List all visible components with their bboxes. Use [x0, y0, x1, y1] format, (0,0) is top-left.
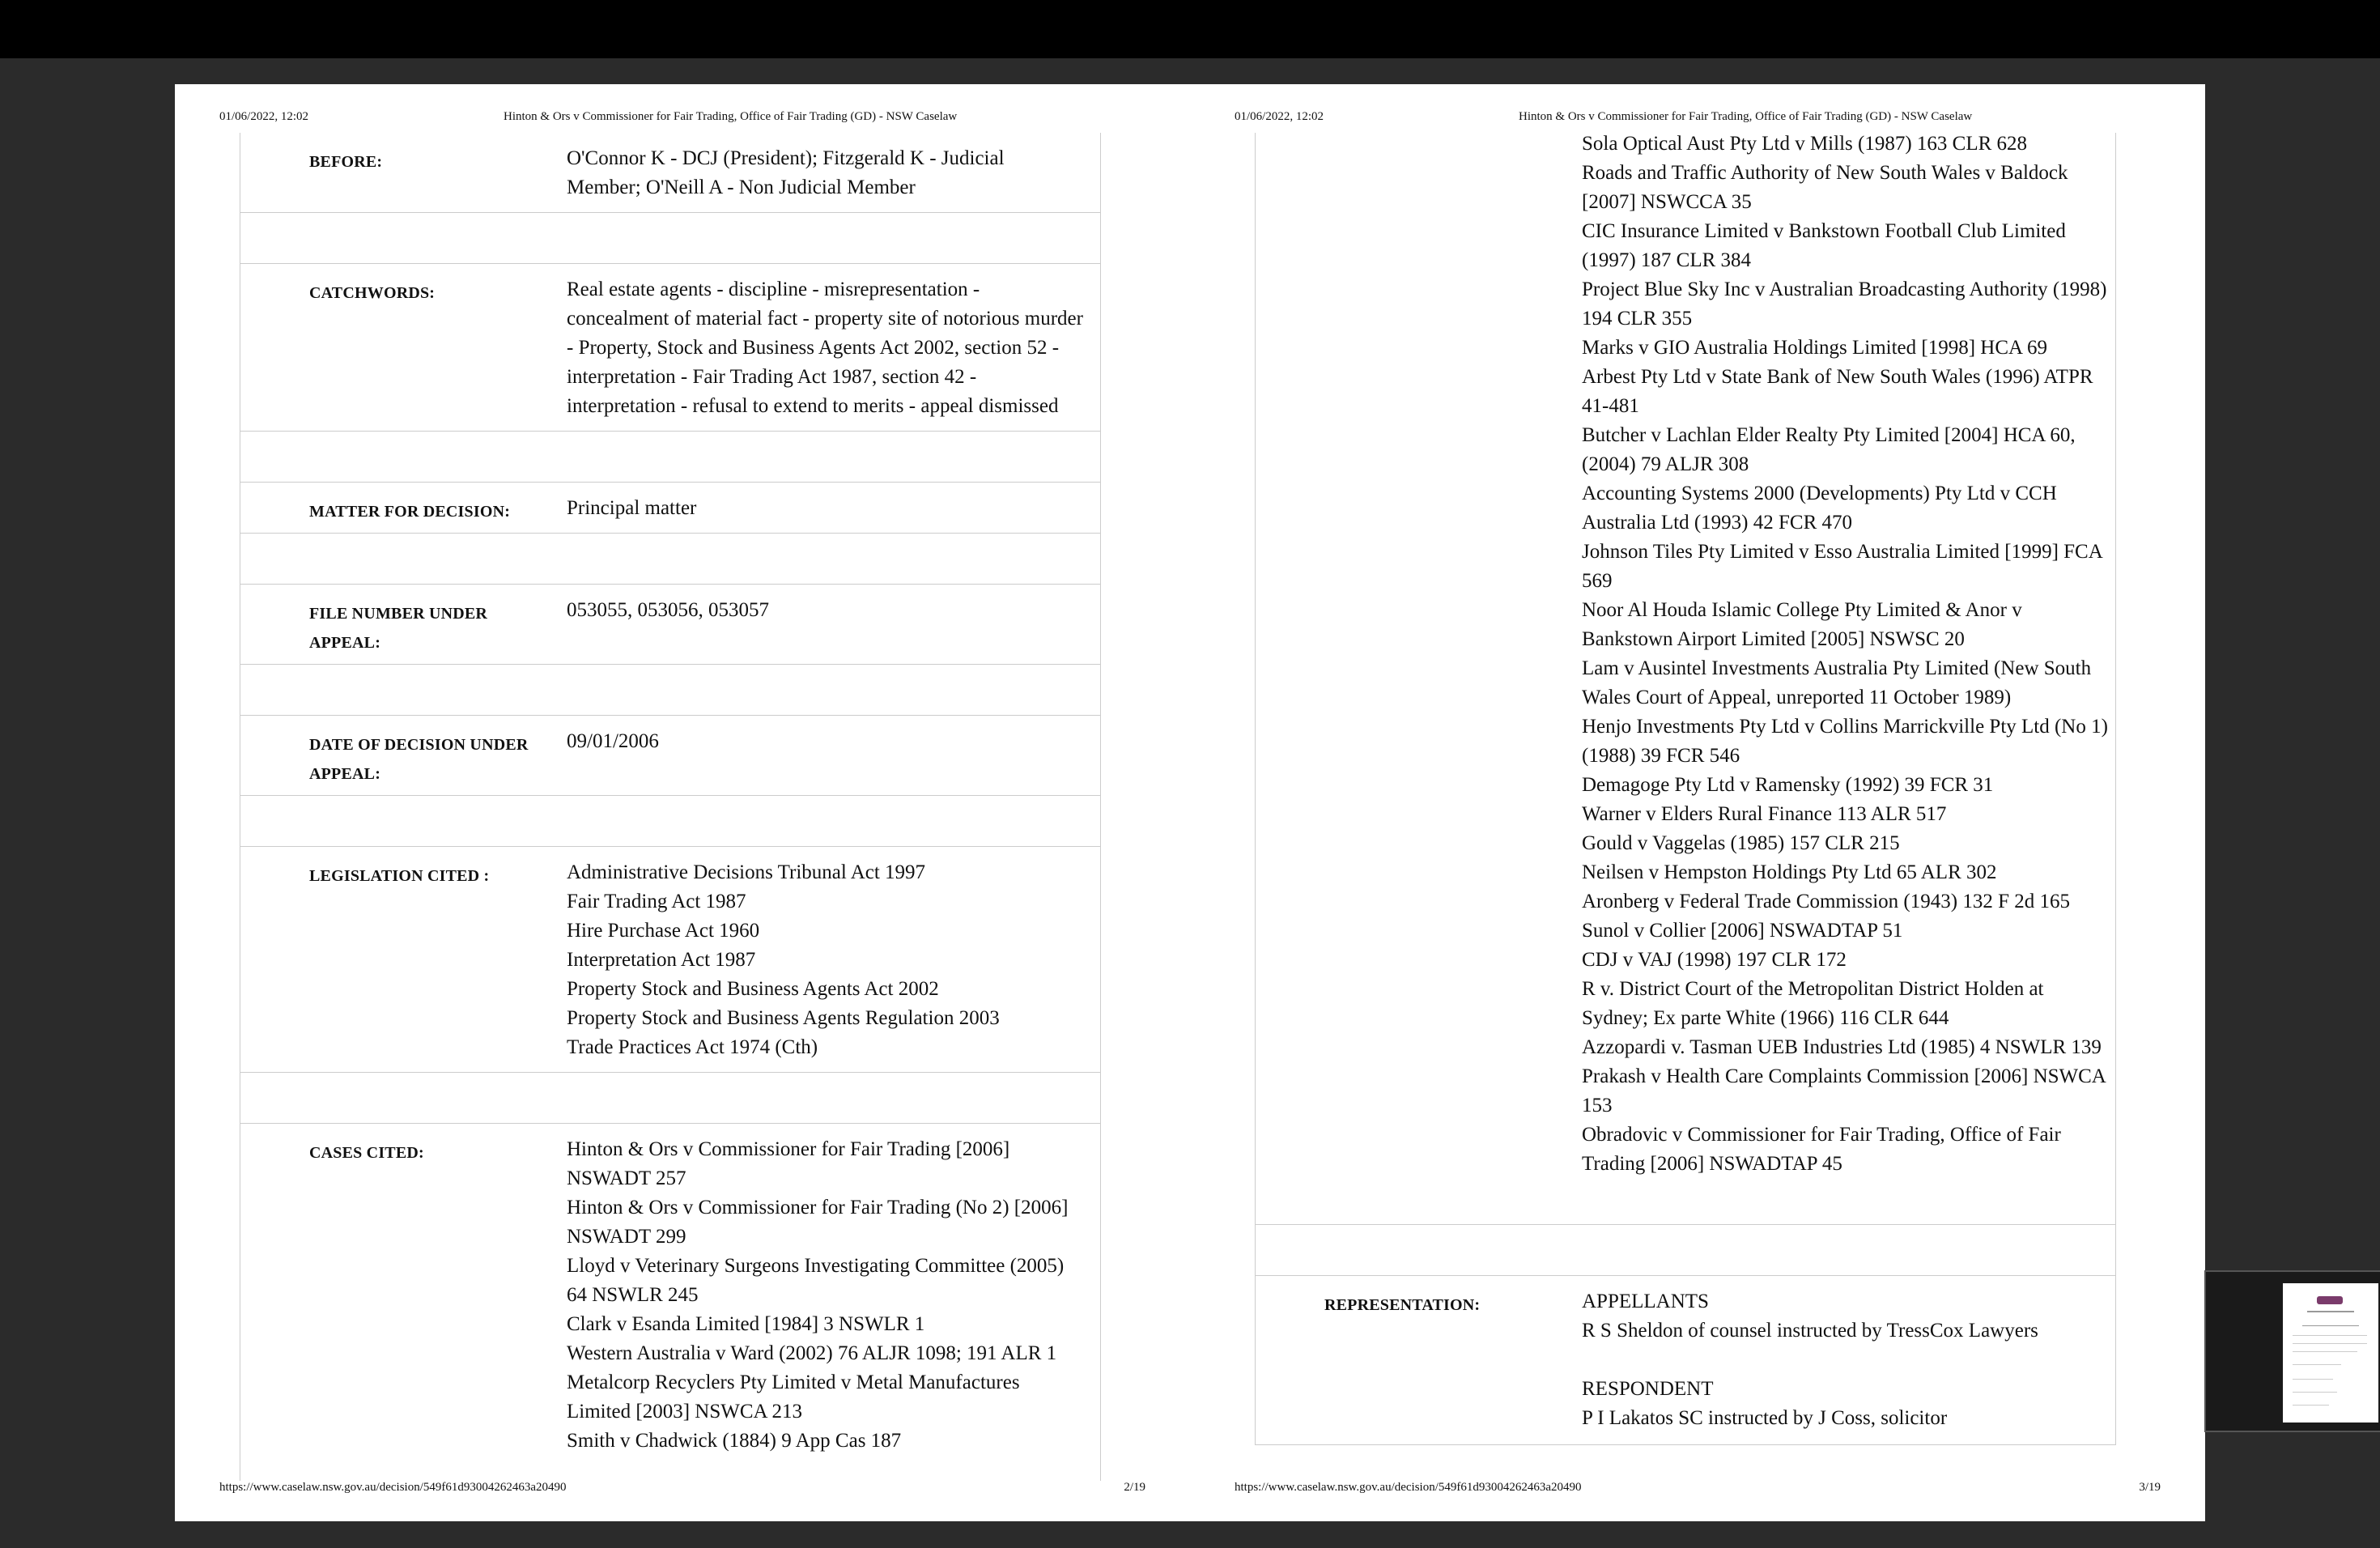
before-label: BEFORE: [309, 153, 383, 171]
case-item: Roads and Traffic Authority of New South Wales v Baldock [2007] NSWCCA 35 [1582, 162, 2068, 213]
case-item: R v. District Court of the Metropolitan District Holden at Sydney; Ex parte White (1966) 116 CLR 644 [1582, 978, 2044, 1029]
pdf-page-2 [175, 84, 1190, 1521]
page-header-title: Hinton & Ors v Commissioner for Fair Trading, Office of Fair Trading (GD) - NSW Caselaw [504, 110, 958, 123]
respondent-heading: RESPONDENT [1582, 1378, 1714, 1400]
case-item: Metalcorp Recyclers Pty Limited v Metal Manufactures Limited [2003] NSWCA 213 [567, 1372, 1020, 1423]
file-number-label: FILE NUMBER UNDER APPEAL: [309, 605, 488, 652]
thumbnail-line [2293, 1351, 2357, 1352]
page-header-date: 01/06/2022, 12:02 [219, 110, 309, 123]
row-representation [1256, 1275, 2115, 1443]
thumbnail-line [2302, 1325, 2359, 1326]
thumbnail-logo [2317, 1296, 2343, 1304]
case-item: Hinton & Ors v Commissioner for Fair Trading (No 2) [2006] NSWADT 299 [567, 1197, 1069, 1248]
row-file-number [240, 584, 1100, 664]
legislation-item: Property Stock and Business Agents Regulation 2003 [567, 1007, 1000, 1029]
decision-details-table [240, 133, 1101, 1481]
row-spacer [240, 664, 1100, 715]
thumbnail-page-preview[interactable] [2283, 1283, 2378, 1423]
thumbnail-line [2293, 1364, 2341, 1365]
case-item: Noor Al Houda Islamic College Pty Limited & Anor v Bankstown Airport Limited [2005] NSWSC 20 [1582, 599, 2022, 650]
page-thumbnail[interactable] [2204, 1270, 2380, 1432]
legislation-item: Trade Practices Act 1974 (Cth) [567, 1036, 818, 1058]
legislation-item: Hire Purchase Act 1960 [567, 920, 760, 942]
catchwords-value: Real estate agents - discipline - misrepresentation - concealment of material fact - property site of notorious murder - Property, Stock and Business Agents Act 2002, section 52 - interpretation - Fair Trading Act 1987, section 42 - interpretation - refusal to extend to merits - appeal dismissed [567, 279, 1083, 417]
case-item: Marks v GIO Australia Holdings Limited [1998] HCA 69 [1582, 337, 2047, 359]
row-cases-cited-continued [1256, 133, 2115, 1224]
row-spacer [240, 533, 1100, 584]
thumbnail-line [2293, 1343, 2367, 1344]
legislation-list [567, 858, 1085, 1062]
representation-label: REPRESENTATION: [1324, 1296, 1481, 1314]
page-footer-url: https://www.caselaw.nsw.gov.au/decision/549f61d93004262463a20490 [1235, 1481, 1582, 1494]
case-item: Neilsen v Hempston Holdings Pty Ltd 65 ALR 302 [1582, 861, 1997, 883]
case-item: Project Blue Sky Inc v Australian Broadcasting Authority (1998) 194 CLR 355 [1582, 279, 2107, 330]
legislation-item: Fair Trading Act 1987 [567, 891, 746, 912]
case-item: Sunol v Collier [2006] NSWADTAP 51 [1582, 920, 1903, 942]
row-decision-date [240, 715, 1100, 795]
case-item: Aronberg v Federal Trade Commission (1943) 132 F 2d 165 [1582, 891, 2070, 912]
decision-date-value: 09/01/2006 [567, 730, 659, 752]
row-spacer [240, 431, 1100, 482]
legislation-item: Interpretation Act 1987 [567, 949, 756, 971]
row-cases-cited [240, 1123, 1100, 1464]
cases-cited-list [1582, 130, 2108, 1179]
appellants-heading: APPELLANTS [1582, 1291, 1709, 1312]
page-footer-url: https://www.caselaw.nsw.gov.au/decision/549f61d93004262463a20490 [219, 1481, 567, 1494]
case-item: Azzopardi v. Tasman UEB Industries Ltd (1985) 4 NSWLR 139 [1582, 1036, 2102, 1058]
viewer-top-bar [0, 0, 2380, 58]
legislation-label: LEGISLATION CITED : [309, 867, 490, 885]
case-item: CIC Insurance Limited v Bankstown Football Club Limited (1997) 187 CLR 384 [1582, 220, 2066, 271]
case-item: Hinton & Ors v Commissioner for Fair Trading [2006] NSWADT 257 [567, 1138, 1010, 1189]
catchwords-label: CATCHWORDS: [309, 284, 436, 302]
thumbnail-line [2293, 1335, 2367, 1336]
cases-cited-list [567, 1135, 1077, 1456]
case-item: Henjo Investments Pty Ltd v Collins Marrickville Pty Ltd (No 1) (1988) 39 FCR 546 [1582, 716, 2108, 767]
page-header-date: 01/06/2022, 12:02 [1235, 110, 1324, 123]
matter-label: MATTER FOR DECISION: [309, 503, 511, 521]
row-spacer [240, 1072, 1100, 1123]
cases-cited-label: CASES CITED: [309, 1144, 424, 1162]
row-spacer [1256, 1224, 2115, 1275]
page-number: 3/19 [2139, 1481, 2161, 1494]
case-item: Lam v Ausintel Investments Australia Pty Limited (New South Wales Court of Appeal, unreported 11 October 1989) [1582, 657, 2092, 708]
row-legislation [240, 846, 1100, 1072]
row-matter [240, 482, 1100, 533]
decision-details-table [1255, 133, 2116, 1445]
thumbnail-line [2293, 1405, 2329, 1406]
case-item: Butcher v Lachlan Elder Realty Pty Limited [2004] HCA 60, (2004) 79 ALJR 308 [1582, 424, 2076, 475]
case-item: Johnson Tiles Pty Limited v Esso Australia Limited [1999] FCA 569 [1582, 541, 2102, 592]
case-item: Clark v Esanda Limited [1984] 3 NSWLR 1 [567, 1313, 925, 1335]
file-number-value: 053055, 053056, 053057 [567, 599, 769, 621]
page-header-title: Hinton & Ors v Commissioner for Fair Trading, Office of Fair Trading (GD) - NSW Caselaw [1519, 110, 1973, 123]
case-item: Obradovic v Commissioner for Fair Trading, Office of Fair Trading [2006] NSWADTAP 45 [1582, 1124, 2061, 1175]
case-item: Smith v Chadwick (1884) 9 App Cas 187 [567, 1430, 902, 1452]
matter-value: Principal matter [567, 497, 697, 519]
case-item: CDJ v VAJ (1998) 197 CLR 172 [1582, 949, 1847, 971]
case-item: Western Australia v Ward (2002) 76 ALJR 1098; 191 ALR 1 [567, 1342, 1057, 1364]
case-item: Arbest Pty Ltd v State Bank of New South Wales (1996) ATPR 41-481 [1582, 366, 2093, 417]
before-value: O'Connor K - DCJ (President); Fitzgerald K - Judicial Member; O'Neill A - Non Judicial Member [567, 147, 1005, 198]
case-item: Sola Optical Aust Pty Ltd v Mills (1987) 163 CLR 628 [1582, 133, 2028, 155]
row-before [240, 133, 1100, 212]
row-spacer [240, 795, 1100, 846]
legislation-item: Property Stock and Business Agents Act 2002 [567, 978, 939, 1000]
row-spacer [240, 212, 1100, 263]
case-item: Lloyd v Veterinary Surgeons Investigating Committee (2005) 64 NSWLR 245 [567, 1255, 1065, 1306]
blank-line [1582, 1346, 2100, 1375]
page-number: 2/19 [1124, 1481, 1145, 1494]
thumbnail-line [2293, 1379, 2333, 1380]
legislation-item: Administrative Decisions Tribunal Act 1997 [567, 861, 926, 883]
case-item: Gould v Vaggelas (1985) 157 CLR 215 [1582, 832, 1900, 854]
thumbnail-line [2293, 1392, 2337, 1393]
thumbnail-line [2307, 1311, 2354, 1312]
case-item: Prakash v Health Care Complaints Commission [2006] NSWCA 153 [1582, 1065, 2106, 1116]
respondent-counsel: P I Lakatos SC instructed by J Coss, solicitor [1582, 1407, 1948, 1429]
case-item: Accounting Systems 2000 (Developments) Pty Ltd v CCH Australia Ltd (1993) 42 FCR 470 [1582, 483, 2057, 534]
case-item: Warner v Elders Rural Finance 113 ALR 517 [1582, 803, 1947, 825]
appellants-counsel: R S Sheldon of counsel instructed by TressCox Lawyers [1582, 1320, 2038, 1342]
pdf-page-3 [1190, 84, 2205, 1521]
decision-date-label: DATE OF DECISION UNDER APPEAL: [309, 736, 529, 783]
case-item: Demagoge Pty Ltd v Ramensky (1992) 39 FCR 31 [1582, 774, 1994, 796]
representation-value [1582, 1287, 2100, 1433]
row-catchwords [240, 263, 1100, 431]
